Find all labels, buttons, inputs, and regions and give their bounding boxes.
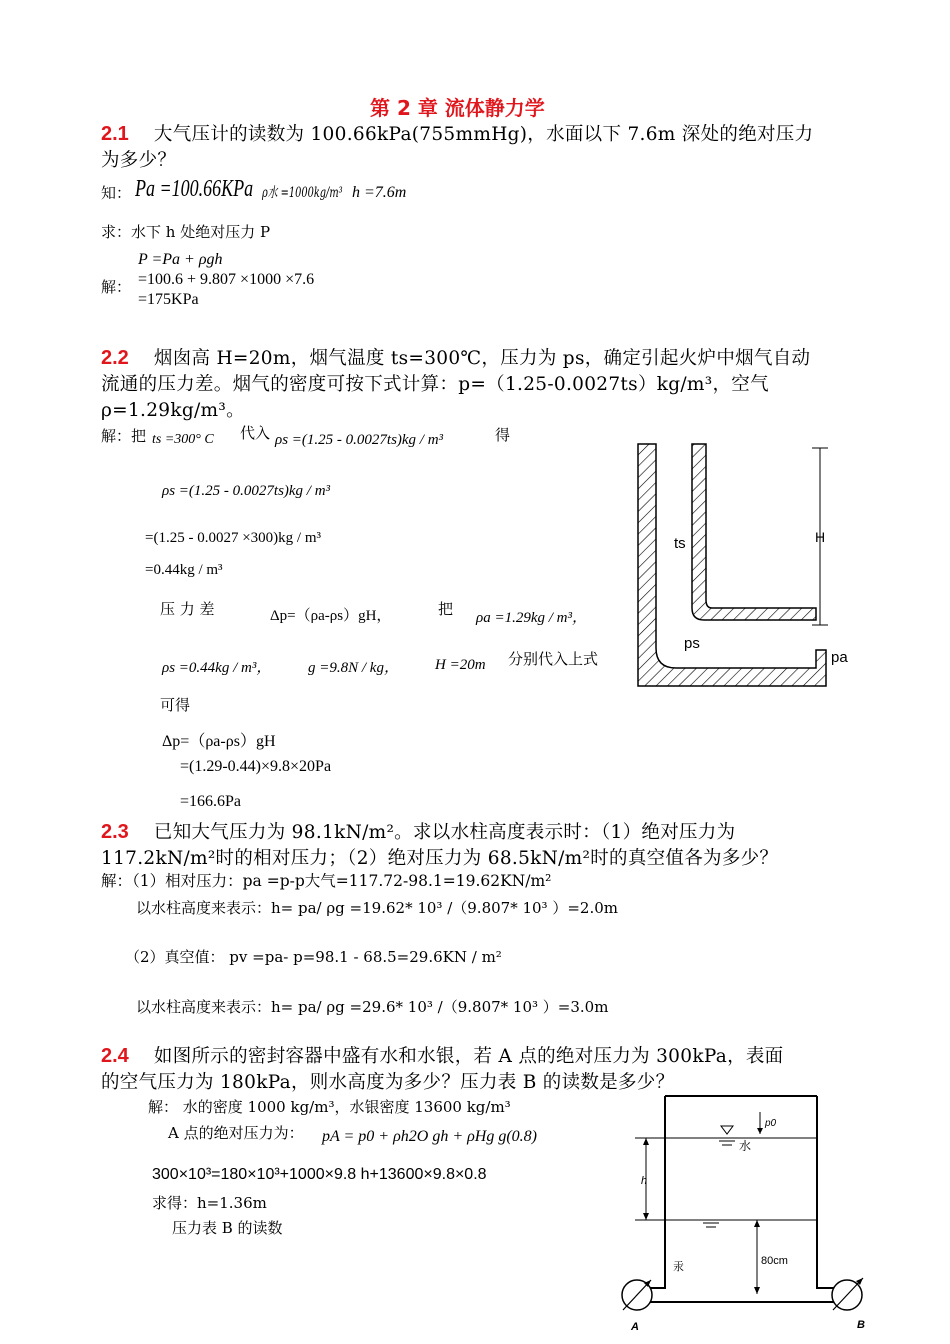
equation: ρs =(1.25 - 0.0027ts)kg / m³ — [275, 432, 444, 448]
known-h: h =7.6m — [352, 184, 407, 201]
equation: H =20m — [435, 657, 486, 673]
problem-2-4-question: 2.4 如图所示的密封容器中盛有水和水银，若 A 点的绝对压力为 300kPa，表面 — [101, 1045, 784, 1067]
text: 代入 — [240, 424, 271, 442]
known-rho: ρ水 =1000kg/m³ — [262, 185, 343, 201]
pa-label: pa — [831, 649, 848, 666]
solution-label: 解：把 — [101, 427, 147, 445]
equation: ρa =1.29kg / m³， — [476, 610, 587, 626]
solution-line: 求得：h=1.36m — [152, 1194, 267, 1212]
ps-label: ps — [684, 635, 700, 652]
question-line: ρ=1.29kg/m³。 — [101, 400, 245, 421]
depth-label: 80cm — [761, 1255, 788, 1267]
mercury-label: 汞 — [673, 1261, 684, 1273]
chimney-figure — [630, 440, 860, 690]
chapter-title: 第 2 章 流体静力学 — [370, 96, 545, 120]
ts-label: ts — [674, 535, 686, 552]
problem-number: 2.1 — [101, 123, 129, 145]
equation-line: =(1.25 - 0.0027 ×300)kg / m³ — [145, 530, 321, 546]
equation-line: 300×10³=180×10³+1000×9.8 h+13600×9.8×0.8 — [152, 1166, 487, 1183]
equation-line: =175KPa — [138, 291, 199, 308]
text: 得 — [495, 426, 511, 444]
text: 压 力 差 — [160, 600, 215, 618]
equation-line: =0.44kg / m³ — [145, 562, 223, 578]
ask-line: 求：水下 h 处绝对压力 P — [101, 223, 271, 241]
problem-number: 2.4 — [101, 1045, 129, 1067]
question-line: 为多少？ — [101, 150, 177, 171]
point-a-label: A — [631, 1321, 639, 1333]
equation-line: Δp=（ρa-ρs）gH — [162, 733, 276, 750]
container-figure — [615, 1092, 875, 1342]
equation-line: =166.6Pa — [180, 793, 242, 810]
equation: Δp=（ρa-ρs）gH， — [270, 608, 392, 624]
problem-2-3-question: 2.3 已知大气压力为 98.1kN/m²。求以水柱高度表示时：（1）绝对压力为 — [101, 821, 736, 843]
equation: ρs =0.44kg / m³， — [162, 660, 272, 676]
text: 可得 — [160, 696, 191, 714]
text: A 点的绝对压力为： — [168, 1124, 304, 1142]
question-line: 的空气压力为 180kPa，则水高度为多少？压力表 B 的读数是多少？ — [101, 1072, 675, 1093]
height-label: H — [815, 529, 826, 545]
equation-line: P =Pa + ρgh — [138, 251, 223, 268]
equation: pA = p0 + ρh2O gh + ρHg g(0.8) — [322, 1128, 537, 1145]
solution-line: 压力表 B 的读数 — [172, 1219, 283, 1237]
equation-line: =(1.29-0.44)×9.8×20Pa — [180, 758, 332, 775]
problem-number: 2.3 — [101, 821, 129, 843]
problem-number: 2.2 — [101, 347, 129, 369]
point-b-label: B — [857, 1319, 865, 1331]
solution-line: 以水柱高度来表示：h= pa/ ρg =29.6* 10³ /（9.807* 10³ ）=3.0m — [136, 998, 609, 1016]
solution-label: 解： — [101, 278, 132, 296]
problem-2-1-question: 2.1 大气压计的读数为 100.66kPa(755mmHg)，水面以下 7.6m 深处的绝对压力 — [101, 123, 814, 145]
question-line: 117.2kN/m²时的相对压力；（2）绝对压力为 68.5kN/m²时的真空值各为多少？ — [101, 848, 779, 869]
equation: ts =300° C — [152, 432, 214, 447]
solution-line: 解：（1）相对压力：pa =p-p大气=117.72-98.1=19.62KN/m² — [101, 872, 552, 890]
h-label: h — [641, 1175, 648, 1187]
p0-label: p0 — [765, 1118, 777, 1129]
equation-line: ρs =(1.25 - 0.0027ts)kg / m³ — [162, 483, 331, 499]
problem-2-2-question: 2.2 烟囱高 H=20m，烟气温度 ts=300℃，压力为 ps，确定引起火炉中烟气自动 — [101, 347, 811, 369]
text: 分别代入上式 — [508, 650, 599, 668]
solution-line: （2）真空值： pv =pa- p=98.1 - 68.5=29.6KN / m² — [125, 948, 502, 966]
equation: g =9.8N / kg， — [308, 660, 399, 676]
water-label: 水 — [739, 1139, 752, 1153]
known-pa: Pa =100.66KPa — [135, 176, 254, 202]
equation-line: =100.6 + 9.807 ×1000 ×7.6 — [138, 271, 315, 288]
question-line: 流通的压力差。烟气的密度可按下式计算：p=（1.25-0.0027ts）kg/m³，空气 — [101, 374, 769, 395]
text: 把 — [438, 600, 454, 618]
known-label: 知： — [101, 184, 132, 202]
solution-line: 以水柱高度来表示：h= pa/ ρg =19.62* 10³ /（9.807* 10³ ）=2.0m — [136, 899, 618, 917]
solution-line: 解： 水的密度 1000 kg/m³，水银密度 13600 kg/m³ — [148, 1098, 511, 1116]
